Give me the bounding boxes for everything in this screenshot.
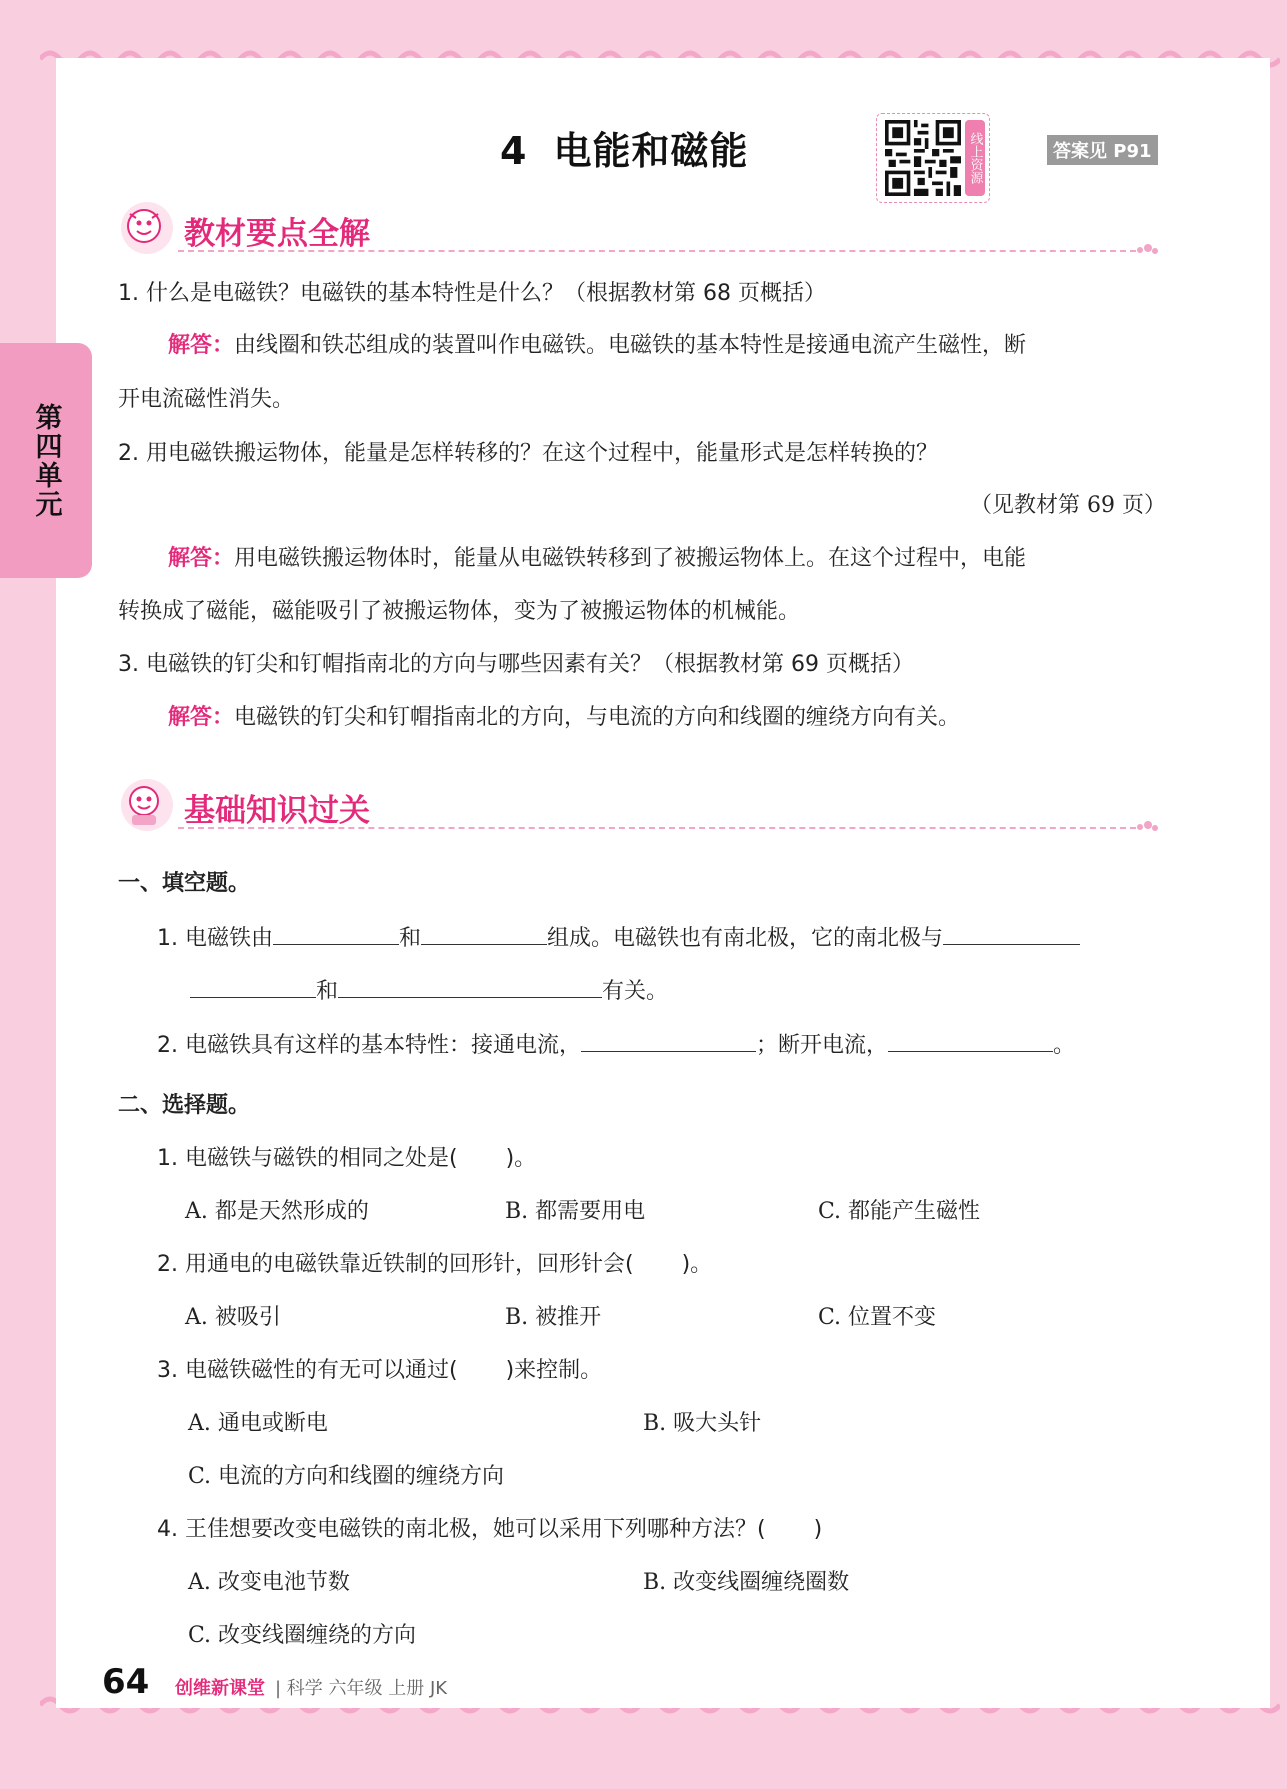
blank-input[interactable] bbox=[581, 1029, 756, 1052]
choice-q1-option-b[interactable]: B. 都需要用电 bbox=[505, 1199, 646, 1224]
dots-icon bbox=[1134, 240, 1160, 260]
choice-q4-stem: 4. 王佳想要改变电磁铁的南北极，她可以采用下列哪种方法？( ) bbox=[157, 1517, 823, 1542]
qr-code-icon[interactable] bbox=[885, 120, 961, 196]
s1-q2-ref: （见教材第 69 页） bbox=[970, 493, 1166, 518]
choice-q1-option-a[interactable]: A. 都是天然形成的 bbox=[185, 1199, 369, 1224]
section2-title: 基础知识过关 bbox=[184, 793, 370, 829]
choice-q4-option-a[interactable]: A. 改变电池节数 bbox=[188, 1570, 350, 1595]
answer-label: 解答： bbox=[168, 546, 235, 571]
blank-input[interactable] bbox=[190, 975, 316, 998]
lesson-number: 4 bbox=[500, 129, 528, 173]
choice-q1-stem: 1. 电磁铁与磁铁的相同之处是( )。 bbox=[157, 1146, 537, 1171]
dots-icon bbox=[1134, 817, 1160, 837]
fill-q1-line2: 和 有关。 bbox=[190, 975, 668, 1007]
section1-title: 教材要点全解 bbox=[184, 216, 370, 252]
choice-q2-option-c[interactable]: C. 位置不变 bbox=[818, 1305, 937, 1330]
choice-q1-option-c[interactable]: C. 都能产生磁性 bbox=[818, 1199, 981, 1224]
choice-q4-option-c[interactable]: C. 改变线圈缠绕的方向 bbox=[188, 1623, 417, 1648]
s1-q1-question: 1. 什么是电磁铁？电磁铁的基本特性是什么？（根据教材第 68 页概括） bbox=[118, 281, 826, 306]
blank-input[interactable] bbox=[273, 922, 399, 945]
choice-q3-stem: 3. 电磁铁磁性的有无可以通过( )来控制。 bbox=[157, 1358, 603, 1383]
fill-heading: 一、填空题。 bbox=[118, 871, 251, 896]
s1-q2-question: 2. 用电磁铁搬运物体，能量是怎样转移的？在这个过程中，能量形式是怎样转换的？ bbox=[118, 441, 938, 466]
blank-input[interactable] bbox=[338, 975, 602, 998]
choice-heading: 二、选择题。 bbox=[118, 1093, 251, 1118]
answer-label: 解答： bbox=[168, 705, 235, 730]
section1-header bbox=[118, 200, 1160, 260]
mascot-icon bbox=[118, 777, 176, 833]
blank-input[interactable] bbox=[888, 1029, 1053, 1052]
qr-label: 线上资源 bbox=[965, 120, 985, 196]
page-title bbox=[500, 120, 748, 175]
choice-q4-option-b[interactable]: B. 改变线圈缠绕圈数 bbox=[643, 1570, 850, 1595]
choice-q2-option-b[interactable]: B. 被推开 bbox=[505, 1305, 602, 1330]
qr-resource-box[interactable] bbox=[876, 113, 990, 203]
choice-q2-stem: 2. 用通电的电磁铁靠近铁制的回形针，回形针会( )。 bbox=[157, 1252, 713, 1277]
lesson-title: 电能和磁能 bbox=[553, 129, 749, 173]
choice-q2-option-a[interactable]: A. 被吸引 bbox=[185, 1305, 281, 1330]
s1-q2-answer-line2: 转换成了磁能，磁能吸引了被搬运物体，变为了被搬运物体的机械能。 bbox=[118, 599, 801, 624]
section2-header bbox=[118, 777, 1160, 837]
unit-tab bbox=[0, 343, 92, 578]
footer-subtitle: | 科学 六年级 上册 JK bbox=[275, 1678, 448, 1699]
s1-q2-answer-line1: 解答：用电磁铁搬运物体时，能量从电磁铁转移到了被搬运物体上。在这个过程中，电能 bbox=[168, 546, 1027, 571]
answer-reference-badge: 答案见 P91 bbox=[1047, 135, 1158, 165]
s1-q3-answer-line1: 解答：电磁铁的钉尖和钉帽指南北的方向，与电流的方向和线圈的缠绕方向有关。 bbox=[168, 705, 961, 730]
blank-input[interactable] bbox=[421, 922, 547, 945]
page-number: 64 bbox=[102, 1662, 150, 1702]
footer-brand: 创维新课堂 bbox=[175, 1678, 265, 1699]
fill-q2: 2. 电磁铁具有这样的基本特性：接通电流， ；断开电流， 。 bbox=[157, 1029, 1075, 1061]
choice-q3-option-b[interactable]: B. 吸大头针 bbox=[643, 1411, 762, 1436]
answer-label: 解答： bbox=[168, 333, 235, 358]
unit-tab-label: 第四单元 bbox=[30, 402, 62, 519]
mascot-icon bbox=[118, 200, 176, 256]
s1-q1-answer-line1: 解答：由线圈和铁芯组成的装置叫作电磁铁。电磁铁的基本特性是接通电流产生磁性，断 bbox=[168, 333, 1027, 358]
blank-input[interactable] bbox=[943, 922, 1080, 945]
s1-q3-question: 3. 电磁铁的钉尖和钉帽指南北的方向与哪些因素有关？（根据教材第 69 页概括） bbox=[118, 652, 914, 677]
choice-q3-option-c[interactable]: C. 电流的方向和线圈的缠绕方向 bbox=[188, 1464, 505, 1489]
fill-q1-line1: 1. 电磁铁由 和 组成。电磁铁也有南北极，它的南北极与 bbox=[157, 922, 1080, 954]
choice-q3-option-a[interactable]: A. 通电或断电 bbox=[188, 1411, 328, 1436]
section-divider bbox=[178, 250, 1136, 252]
section-divider bbox=[178, 827, 1136, 829]
s1-q1-answer-line2: 开电流磁性消失。 bbox=[118, 387, 295, 412]
